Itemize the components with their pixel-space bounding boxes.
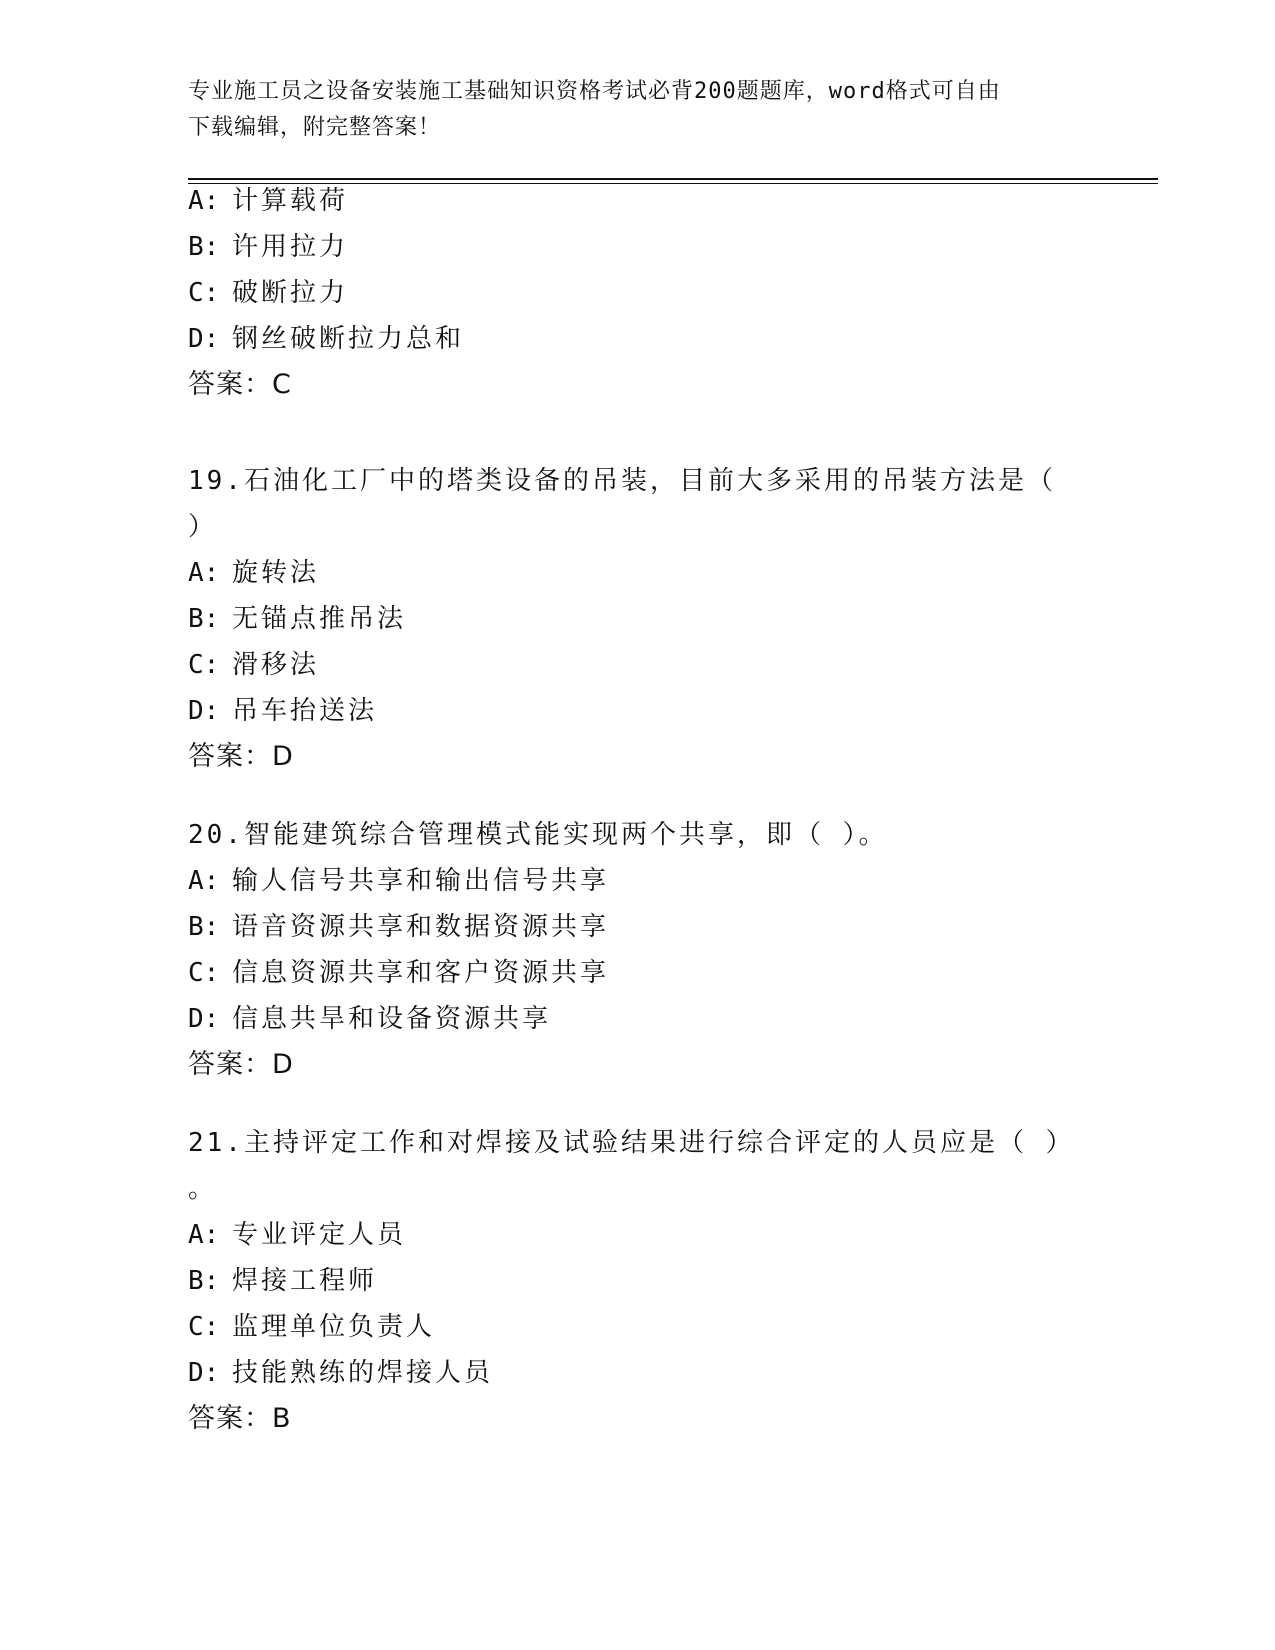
question-stem: 20.智能建筑综合管理模式能实现两个共享，即（ ）。	[188, 820, 888, 850]
question-20	[188, 812, 1068, 1088]
option-d: D: 钢丝破断拉力总和	[188, 324, 465, 354]
option-a: A: 专业评定人员	[188, 1220, 407, 1250]
option-b: B: 语音资源共享和数据资源共享	[188, 912, 610, 942]
option-c: C: 破断拉力	[188, 278, 349, 308]
header-line-1: 专业施工员之设备安装施工基础知识资格考试必背200题题库，word格式可自由	[188, 79, 1001, 104]
header-line-2: 下载编辑，附完整答案！	[188, 115, 442, 140]
question-stem: 19.石油化工厂中的塔类设备的吊装，目前大多采用的吊装方法是（	[188, 466, 1056, 496]
option-b: B: 无锚点推吊法	[188, 604, 407, 634]
option-d: D: 吊车抬送法	[188, 696, 378, 726]
question-19	[188, 458, 1068, 780]
option-c: C: 信息资源共享和客户资源共享	[188, 958, 610, 988]
option-b: B: 焊接工程师	[188, 1266, 378, 1296]
option-c: C: 滑移法	[188, 650, 320, 680]
option-c: C: 监理单位负责人	[188, 1312, 436, 1342]
question-18	[188, 178, 1068, 408]
document-header	[188, 74, 1088, 146]
option-a: A: 输人信号共享和输出信号共享	[188, 866, 610, 896]
answer: 答案：D	[188, 1049, 294, 1080]
answer: 答案：D	[188, 741, 294, 772]
option-d: D: 信息共旱和设备资源共享	[188, 1004, 552, 1034]
question-stem: 21.主持评定工作和对焊接及试验结果进行综合评定的人员应是（ ）	[188, 1128, 1075, 1158]
option-a: A: 旋转法	[188, 558, 320, 588]
option-b: B: 许用拉力	[188, 232, 349, 262]
option-a: A: 计算载荷	[188, 186, 349, 216]
question-21	[188, 1120, 1075, 1442]
answer: 答案：C	[188, 369, 292, 400]
option-d: D: 技能熟练的焊接人员	[188, 1358, 494, 1388]
answer: 答案：B	[188, 1403, 292, 1434]
question-stem-continued: ）	[188, 512, 218, 542]
question-stem-continued: 。	[188, 1174, 218, 1204]
